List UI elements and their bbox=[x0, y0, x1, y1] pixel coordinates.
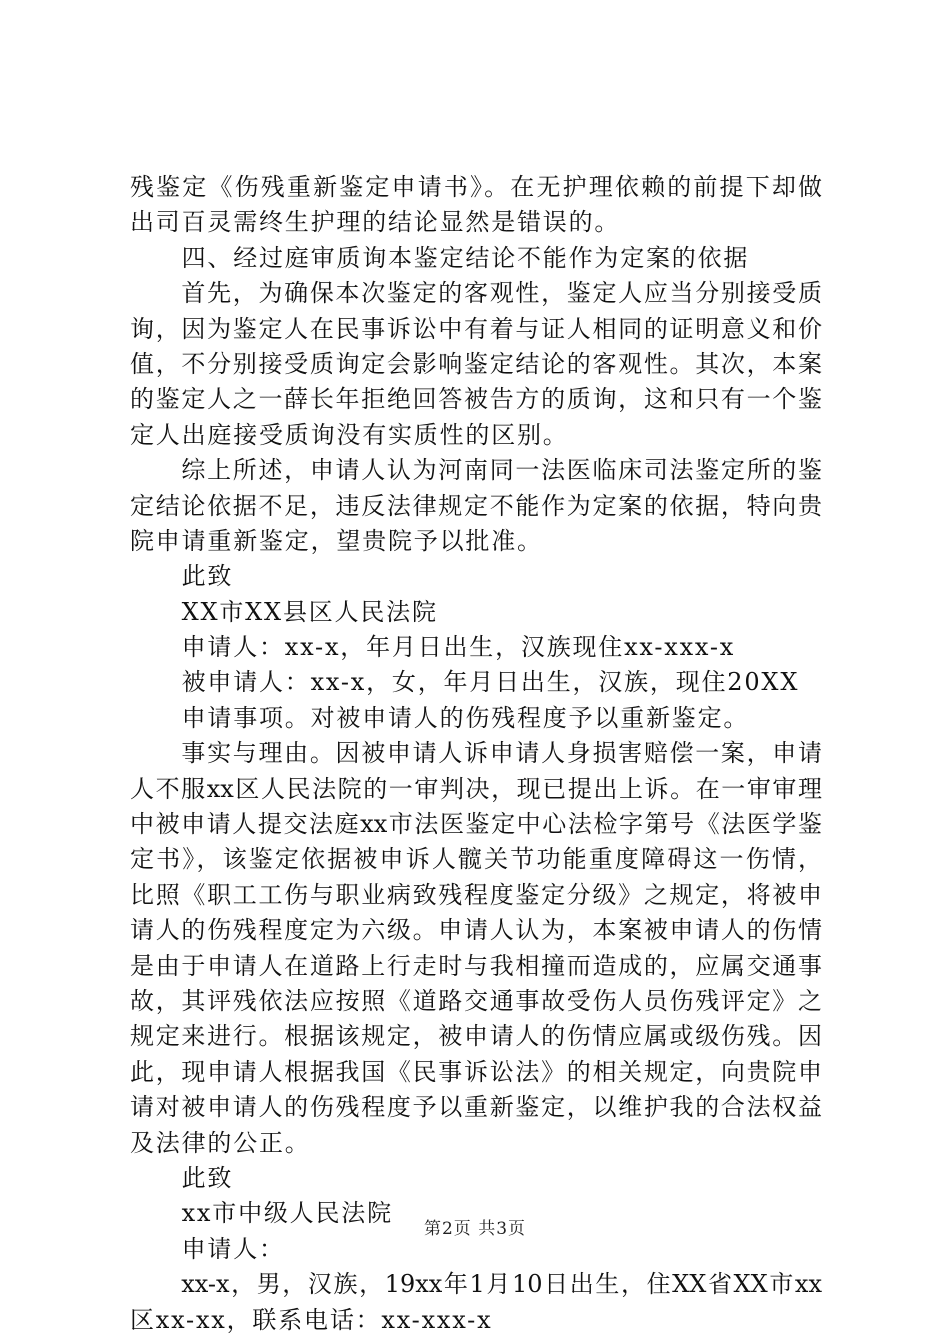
text-line: 是由于申请人在道路上行走时与我相撞而造成的，应属交通事 bbox=[130, 951, 822, 980]
text-line: 残鉴定《伤残重新鉴定申请书》。在无护理依赖的前提下却做 bbox=[130, 173, 822, 201]
text-line: 定结论依据不足，违反法律规定不能作为定案的依据，特向贵 bbox=[130, 491, 822, 520]
text-line: 事实与理由。因被申请人诉申请人身损害赔偿一案，申请 bbox=[130, 739, 822, 768]
text-line: 此致 bbox=[130, 1163, 234, 1192]
text-line: 申请人：xx-x，年月日出生，汉族现住xx-xxx-x bbox=[130, 633, 736, 662]
text-line: xx市中级人民法院 bbox=[130, 1199, 393, 1228]
page-footer: 第2页 共3页 bbox=[423, 1219, 527, 1239]
text-line: 定书》，该鉴定依据被申诉人髋关节功能重度障碍这一伤情， bbox=[130, 845, 822, 874]
text-line: 出司百灵需终生护理的结论显然是错误的。 bbox=[130, 208, 621, 237]
text-line: 定人出庭接受质询没有实质性的区别。 bbox=[130, 420, 569, 449]
text-line: 此致 bbox=[130, 562, 234, 591]
text-line: 综上所述，申请人认为河南同一法医临床司法鉴定所的鉴 bbox=[130, 456, 822, 485]
text-line: XX市XX县区人民法院 bbox=[130, 597, 438, 626]
text-line: 规定来进行。根据该规定，被申请人的伤情应属或级伤残。因 bbox=[130, 1022, 822, 1051]
text-line: 申请人： bbox=[130, 1234, 285, 1263]
text-line: 中被申请人提交法庭xx市法医鉴定中心法检字第号《法医学鉴 bbox=[130, 810, 822, 839]
text-line: 人不服xx区人民法院的一审判决，现已提出上诉。在一审审理 bbox=[130, 774, 822, 803]
text-line: 询，因为鉴定人在民事诉讼中有着与证人相同的证明意义和价 bbox=[130, 314, 822, 343]
text-line: 此，现申请人根据我国《民事诉讼法》的相关规定，向贵院申 bbox=[130, 1057, 822, 1086]
text-line: 被申请人：xx-x，女，年月日出生，汉族，现住20XX bbox=[130, 668, 800, 697]
text-line: 故，其评残依法应按照《道路交通事故受伤人员伤残评定》之 bbox=[130, 986, 822, 1015]
text-line: 院申请重新鉴定，望贵院予以批准。 bbox=[130, 526, 543, 555]
text-line: 值，不分别接受质询定会影响鉴定结论的客观性。其次，本案 bbox=[130, 349, 822, 378]
document-body bbox=[130, 170, 822, 1338]
text-line: 四、经过庭审质询本鉴定结论不能作为定案的依据 bbox=[130, 243, 750, 272]
text-line: 请人的伤残程度定为六级。申请人认为，本案被申请人的伤情 bbox=[130, 916, 822, 945]
text-line: 申请事项。对被申请人的伤残程度予以重新鉴定。 bbox=[130, 703, 750, 732]
text-line: 的鉴定人之一薛长年拒绝回答被告方的质询，这和只有一个鉴 bbox=[130, 385, 822, 414]
text-line: xx-x，男，汉族，19xx年1月10日出生，住XX省XX市xx bbox=[130, 1270, 822, 1299]
text-line: 比照《职工工伤与职业病致残程度鉴定分级》之规定，将被申 bbox=[130, 880, 822, 909]
text-line: 请对被申请人的伤残程度予以重新鉴定，以维护我的合法权益 bbox=[130, 1093, 822, 1122]
text-line: 首先，为确保本次鉴定的客观性，鉴定人应当分别接受质 bbox=[130, 279, 822, 308]
text-line: 及法律的公正。 bbox=[130, 1128, 311, 1157]
text-line: 区xx-xx，联系电话：xx-xxx-x bbox=[130, 1305, 493, 1334]
